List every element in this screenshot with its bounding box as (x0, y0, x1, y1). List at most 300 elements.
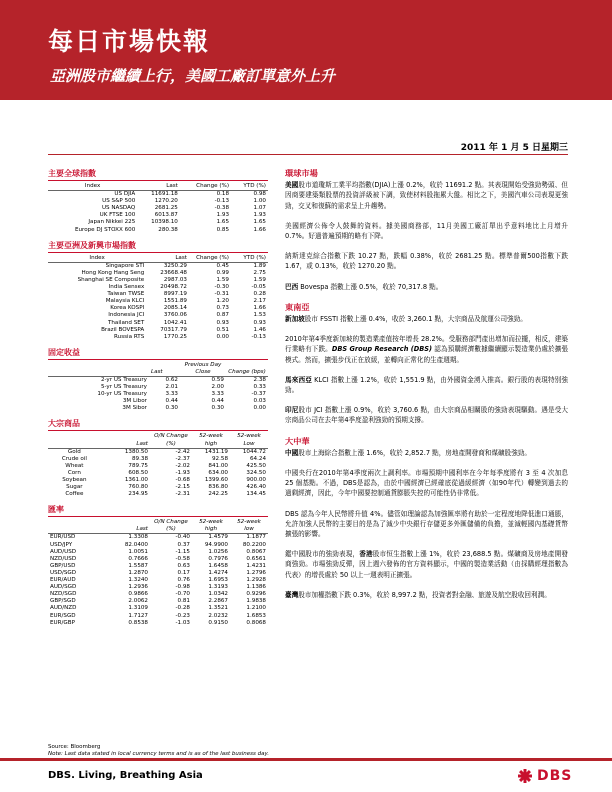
table-cell: 1.2928 (246, 577, 266, 584)
table-cell: 2987.03 (163, 276, 187, 283)
col-header: 52-week Low (230, 433, 268, 448)
table-row (48, 570, 268, 577)
table-cell: 0.6561 (246, 555, 266, 562)
table-row (48, 334, 268, 341)
table-cell: 1.2870 (128, 569, 148, 576)
paragraph (285, 590, 568, 600)
table-cell: 0.51 (216, 326, 229, 333)
table-cell: 280.38 (158, 226, 178, 233)
table-cell: 324.50 (246, 469, 266, 476)
col-header: Previous Day Close (180, 362, 226, 377)
table-cell: 64.24 (249, 455, 266, 462)
para-label: 香港 (359, 550, 373, 559)
row-label: Coffee (65, 491, 84, 498)
table-cell: 1.6853 (246, 612, 266, 619)
row-label: Singapore STI (105, 262, 145, 269)
table-cell: 841.00 (208, 462, 228, 469)
para-text: 股市道瓊斯工業平均指數(DJIA)上漲 0.2%，收於 11691.2 點。其表現開始受強勁勢頭、但因商要建築類股票的投資評級被下調，致使材料股拖累大盤。相比之下，美國汽車公司表現更強勁，交叉和復蘇的需求呈上升趨勢。 (285, 181, 568, 210)
table-cell: 8997.19 (163, 291, 187, 298)
note-line: Note: Last data stated in local currency terms and is as of the last business day. (48, 751, 270, 757)
table-cell: 1.3109 (128, 605, 148, 612)
fx-table (48, 519, 268, 626)
section-commodities: 大宗商品 (48, 418, 268, 431)
table-cell: 0.17 (177, 569, 190, 576)
table-cell: 1.93 (253, 212, 266, 219)
table-cell: 1042.41 (163, 319, 187, 326)
section-fx: 匯率 (48, 504, 268, 517)
table-cell: -1.15 (175, 548, 190, 555)
row-label: Malaysia KLCI (105, 298, 145, 305)
paragraph (285, 468, 568, 499)
section-global: 主要全球指數 (48, 168, 268, 181)
para-text: DBS 認為今年人民幣將升值 4%。儘管如理論認為加強匯率將有助於一定程度地降低進口通脹，允許加強人民幣的主要目的是為了減少中央銀行存儲更多外匯儲備的負擔，並減輕國內基礎貨幣擴張的影響。 (285, 509, 568, 539)
table-cell: 2.75 (253, 269, 266, 276)
table-cell: 0.8538 (128, 619, 148, 626)
table-cell: 1431.19 (204, 448, 228, 455)
table-cell: 0.30 (211, 405, 224, 412)
row-label: India Sensex (108, 284, 145, 291)
para-text: Bovespa 指數上漲 0.5%，收於 70,317.8 點。 (298, 282, 443, 291)
table-cell: 426.40 (246, 484, 266, 491)
row-label: 3M Libor (122, 398, 147, 405)
paragraph (285, 314, 568, 324)
table-cell: 0.93 (216, 319, 229, 326)
table-row (48, 577, 268, 584)
table-cell: 20498.72 (160, 284, 187, 291)
commodities-table (48, 433, 268, 498)
table-cell: 0.00 (253, 405, 266, 412)
col-header: Change (bps) (226, 362, 268, 377)
para-label: 中國 (285, 448, 299, 457)
table-cell: 0.73 (216, 305, 229, 312)
table-cell: 80.2200 (242, 541, 266, 548)
table-cell: 134.45 (246, 491, 266, 498)
table-row (48, 613, 268, 620)
para-label: 巴西 (285, 282, 299, 291)
row-label: Gold (67, 448, 81, 455)
row-label: Shanghai SE Composite (77, 276, 145, 283)
table-cell: 242.25 (208, 491, 228, 498)
row-label: NZD/USD (50, 555, 77, 562)
table-row (48, 205, 268, 212)
para-label: 美國 (285, 181, 299, 190)
table-cell: 1361.00 (124, 477, 148, 483)
table-cell: 0.81 (177, 598, 190, 605)
col-header: Change (%) (180, 183, 231, 191)
page-subtitle: 亞洲股市繼續上行，美國工廠訂單意外上升 (50, 67, 336, 85)
table-cell: 0.28 (253, 291, 266, 298)
para-label: 臺灣 (285, 590, 299, 599)
table-cell: -0.28 (175, 605, 190, 612)
table-cell: 1.59 (253, 276, 266, 283)
table-cell: 0.33 (253, 384, 266, 391)
table-row (48, 320, 268, 327)
row-label: US DJIA (114, 191, 136, 198)
col-header: Index (48, 255, 146, 263)
table-cell: 6013.87 (154, 212, 178, 219)
row-label: Indonesia JCI (108, 312, 145, 319)
section-global-markets: 環球市場 (285, 168, 318, 178)
table-cell: 0.9296 (246, 591, 266, 598)
para-text: 納斯達克綜合指數下跌 10.27 點，跌幅 0.38%，收於 2681.25 點。標準普爾500指數下跌 1.67，或 0.13%，收於 1270.20 點。 (285, 252, 568, 271)
row-label: NZD/SGD (50, 591, 77, 598)
para-label: 馬來西亞 (285, 375, 312, 384)
table-cell: 3.33 (165, 391, 178, 398)
table-row (48, 277, 268, 284)
table-cell: 0.00 (216, 333, 229, 340)
table-cell: 789.75 (128, 462, 148, 469)
para-text: KLCI 指數上漲 1.2%，收於 1,551.9 點，由外國資金湧入推高。銀行股的表現特別強勁。 (285, 375, 568, 395)
table-cell: 900.00 (246, 477, 266, 483)
footer-tagline: DBS. Living, Breathing Asia (48, 770, 203, 781)
row-label: USD/SGD (50, 569, 77, 576)
table-cell: -0.13 (251, 333, 266, 340)
col-header: O/N Change (%) (150, 519, 192, 534)
row-label: GBP/USD (50, 562, 76, 569)
dbs-logo-text: DBS (537, 768, 573, 784)
row-label: Japan Nikkei 225 (88, 219, 136, 226)
table-row (48, 584, 268, 591)
table-cell: 1.66 (253, 226, 266, 233)
col-header: 52-week high (192, 519, 230, 534)
table-cell: 1.0051 (128, 548, 148, 555)
table-cell: -2.15 (175, 484, 190, 491)
table-cell: 1.89 (253, 262, 266, 269)
row-label: US NASDAQ (101, 205, 136, 212)
fixed-income-table (48, 362, 268, 413)
para-text: 鑑中國股市的強勁表現， (285, 550, 360, 559)
table-row (48, 484, 268, 491)
row-label: Hong Kong Hang Seng (81, 269, 145, 276)
paragraph (285, 282, 568, 292)
table-cell: 1.6953 (208, 577, 228, 584)
paragraph (285, 221, 568, 241)
table-cell: 234.95 (128, 491, 148, 498)
table-cell: 1.4231 (246, 562, 266, 569)
row-label: 2-yr US Treasury (100, 376, 147, 383)
row-label: Brazil BOVESPA (101, 326, 145, 333)
col-header: YTD (%) (231, 255, 268, 263)
table-row (48, 398, 268, 405)
row-label: Corn (67, 469, 81, 476)
table-cell: 1.0256 (208, 548, 228, 555)
table-row (48, 219, 268, 226)
row-label: 5-yr US Treasury (100, 384, 147, 391)
table-cell: 0.7976 (208, 555, 228, 562)
row-label: Thailand SET (107, 319, 145, 326)
paragraph (285, 180, 568, 211)
table-cell: 3.33 (211, 391, 224, 398)
table-cell: -0.31 (214, 291, 229, 298)
table-cell: 2.17 (253, 298, 266, 305)
table-cell: 1.46 (253, 326, 266, 333)
table-cell: 0.44 (211, 398, 224, 405)
footer-rule (0, 758, 612, 761)
table-cell: 1.53 (253, 312, 266, 319)
para-text: 股市加權指數下跌 0.3%，收於 8,997.2 點，投資者對金融、旅遊及航空股收回利潤。 (298, 590, 551, 599)
para-text: 股市恒生指數上漲 1%，收於 23,688.5 點。煤礦商及房地產開發商強勁。市場強勁反彈，因上週六發佈的官方資料顯示，中國的製造業活動（由採購經理指數為代表）的增長處於 50 以上一週表明正擴張。 (285, 550, 568, 579)
table-cell: 1.2796 (246, 569, 266, 576)
col-header: Last (101, 433, 150, 448)
page-title: 每日市場快報 (48, 27, 211, 56)
table-row (48, 270, 268, 277)
table-row (48, 198, 268, 205)
table-row (48, 384, 268, 391)
table-cell: -1.03 (175, 619, 190, 626)
report-date: 2011 年 1 月 5 日星期三 (460, 143, 568, 153)
table-row (48, 477, 268, 484)
table-cell: 1380.50 (124, 448, 148, 455)
table-cell: 11691.18 (151, 191, 178, 198)
table-cell: -0.98 (175, 584, 190, 591)
table-cell: 23668.48 (160, 269, 187, 276)
table-cell: 3760.06 (163, 312, 187, 319)
table-row (48, 563, 268, 570)
col-header: O/N Change (%) (150, 433, 192, 448)
table-cell: 1.1386 (246, 584, 266, 591)
table-row (48, 591, 268, 598)
row-label: Wheat (65, 462, 84, 469)
table-cell: -0.37 (251, 391, 266, 398)
row-label: US S&P 500 (102, 198, 136, 205)
table-cell: -0.13 (214, 198, 230, 205)
paragraph (285, 448, 568, 458)
table-cell: 1.2100 (246, 605, 266, 612)
table-cell: 82.0400 (124, 541, 148, 548)
table-cell: -0.05 (251, 284, 266, 291)
table-row (48, 212, 268, 219)
table-cell: 2.01 (165, 384, 178, 391)
table-cell: -0.70 (175, 591, 190, 598)
table-row (48, 191, 268, 199)
source-line: Source: Bloomberg (48, 744, 101, 750)
table-cell: 2.2867 (208, 598, 228, 605)
table-cell: 1.00 (253, 198, 266, 205)
table-cell: -0.58 (175, 555, 190, 562)
table-cell: 92.58 (211, 455, 228, 462)
col-header: 52-week high (192, 433, 230, 448)
para-text: 股市 JCI 指數上漲 0.9%，收於 3,760.6 點，由大宗商品相關股的強勁表現驅動。遇是受大宗商品公司在去年第4季度盈利強勁的預期支撐。 (285, 406, 568, 425)
table-cell: 0.44 (165, 398, 178, 405)
table-cell: 0.85 (216, 226, 230, 233)
paragraph (285, 251, 568, 271)
dbs-star-icon (517, 769, 533, 783)
table-cell: 2.0232 (208, 612, 228, 619)
table-row (48, 463, 268, 470)
paragraph (285, 509, 568, 540)
para-text: 中國央行在2010年第4季度兩次上調利率。市場預期中國利率在今年每季度將有 3 至 4 次加息 25 個基點。不過，DBS是認為，由於中國經濟已經確底從過緩經濟（如90年代）轉變到過去的過剩經濟，因此，今年中國要控制通貨膨脹失控的可能性仍非常低。 (285, 469, 568, 498)
table-row (48, 291, 268, 298)
row-label: Russia RTS (114, 333, 145, 340)
source-note (48, 744, 348, 758)
table-cell: 1.7127 (128, 612, 148, 619)
col-header: Last (146, 255, 189, 263)
row-label: Taiwan TWSE (107, 291, 145, 298)
para-text: 股市上海綜合指數上漲 1.6%，收於 2,852.7 點，房地產開發商和煤礦股強勁。 (298, 448, 532, 457)
table-cell: 1.3240 (128, 577, 148, 584)
row-label: Sugar (66, 484, 83, 491)
table-cell: 1.9838 (246, 598, 266, 605)
table-cell: 0.9866 (128, 591, 148, 598)
table-cell: 760.80 (128, 484, 148, 491)
global-index-table (48, 183, 268, 234)
table-row (48, 284, 268, 291)
market-tables (48, 168, 268, 627)
table-cell: 2681.25 (154, 205, 178, 212)
table-cell: -2.37 (175, 455, 190, 462)
para-text: 認為預購經濟數據繼續顯示製造業仍處於擴張模式。然而，擴張步伐正在放緩，並轉向正常化的生產週期。 (285, 345, 568, 364)
col-header: Index (48, 183, 137, 191)
section-asia: 主要亞洲及新興市場指數 (48, 240, 268, 253)
table-cell: 0.63 (177, 562, 190, 569)
row-label: EUR/SGD (50, 612, 76, 619)
table-cell: 0.93 (253, 319, 266, 326)
table-row (48, 391, 268, 398)
table-cell: -0.68 (175, 477, 190, 483)
row-label: 3M Sibor (122, 405, 147, 412)
row-label: Korea KOSPI (110, 305, 145, 312)
table-cell: -0.40 (175, 534, 190, 541)
table-cell: 1.65 (253, 219, 266, 226)
row-label: USD/JPY (50, 541, 73, 548)
para-text: 美國經濟公佈令人鼓舞的資料。據美國商務部，11月美國工廠訂單出乎意料地比上月增升 0.7%。好過普遍預期的略有下降。 (285, 221, 568, 241)
table-cell: -0.38 (214, 205, 230, 212)
table-cell: 1.3308 (128, 534, 148, 541)
asia-index-table (48, 255, 268, 341)
row-label: Soybean (62, 477, 87, 483)
col-header: 52-week low (230, 519, 268, 534)
table-cell: 0.45 (216, 262, 229, 269)
section-southeast-asia: 東南亞 (285, 301, 310, 312)
table-cell: 1044.72 (242, 448, 266, 455)
paragraph (285, 375, 568, 395)
col-header: Last (137, 183, 180, 191)
paragraph (285, 334, 568, 365)
table-cell: 836.80 (208, 484, 228, 491)
table-cell: 1.66 (253, 305, 266, 312)
row-label: AUD/NZD (50, 605, 77, 612)
table-row (48, 448, 268, 456)
table-cell: 0.8068 (246, 619, 266, 626)
table-cell: 0.59 (211, 376, 224, 383)
table-cell: 1.93 (216, 212, 230, 219)
table-cell: 0.9150 (208, 619, 228, 626)
table-cell: 1.0342 (208, 591, 228, 598)
table-row (48, 598, 268, 605)
table-cell: 0.30 (165, 405, 178, 412)
table-row (48, 605, 268, 612)
table-row (48, 491, 268, 498)
col-header (48, 519, 102, 534)
table-cell: 1.1877 (246, 534, 266, 541)
table-cell: 3250.29 (163, 262, 187, 269)
date-line (48, 140, 568, 155)
table-cell: 1.59 (216, 276, 229, 283)
row-label: UK FTSE 100 (99, 212, 136, 219)
table-cell: -2.42 (175, 448, 190, 455)
dbs-logo (517, 768, 572, 784)
row-label: EUR/AUD (50, 577, 76, 584)
table-cell: 1.20 (216, 298, 229, 305)
row-label: EUR/GBP (50, 619, 75, 626)
table-cell: 1551.89 (163, 298, 187, 305)
table-row (48, 542, 268, 549)
table-cell: 1.3193 (208, 584, 228, 591)
table-row (48, 262, 268, 270)
row-label: AUD/USD (50, 548, 77, 555)
table-cell: 0.7666 (128, 555, 148, 562)
header-banner (0, 0, 612, 100)
table-row (48, 376, 268, 384)
paragraph (285, 405, 568, 425)
table-cell: 10398.10 (151, 219, 178, 226)
table-cell: 1.07 (253, 205, 266, 212)
table-cell: 425.50 (246, 462, 266, 469)
para-text: 股市 FSSTI 指數上漲 0.4%，收於 3,260.1 點，大宗商品及航運公司強勁。 (304, 315, 527, 324)
table-cell: 0.62 (165, 376, 178, 383)
table-cell: 1.4579 (208, 534, 228, 541)
row-label: Crude oil (61, 455, 87, 462)
para-text: 2010年第4季度新加坡的製造業產值按年增長 28.2%。受服務部門產出增加而拉攏，相反，建築行業略有下跌。 (285, 335, 568, 354)
row-label: GBP/SGD (50, 598, 76, 605)
table-cell: 0.98 (253, 191, 266, 198)
table-cell: 0.37 (177, 541, 190, 548)
table-cell: 0.87 (216, 312, 229, 319)
table-cell: 1399.60 (204, 477, 228, 483)
table-cell: -2.02 (175, 462, 190, 469)
table-cell: 1.5587 (128, 562, 148, 569)
table-row (48, 327, 268, 334)
table-cell: 0.8067 (246, 548, 266, 555)
table-row (48, 312, 268, 319)
table-cell: 0.76 (177, 577, 190, 584)
table-cell: 1.6458 (208, 562, 228, 569)
row-label: Europe DJ STOXX 600 (74, 226, 136, 233)
table-cell: 2085.14 (163, 305, 187, 312)
col-header (48, 433, 101, 448)
footer (0, 758, 612, 792)
table-cell: 2.0062 (128, 598, 148, 605)
table-row (48, 549, 268, 556)
table-row (48, 534, 268, 542)
table-cell: 1.3521 (208, 605, 228, 612)
row-label: EUR/USD (50, 534, 76, 541)
table-cell: 634.00 (208, 469, 228, 476)
table-cell: 94.9900 (204, 541, 228, 548)
table-cell: 1.2936 (128, 584, 148, 591)
commentary (285, 168, 568, 610)
table-cell: 70317.79 (160, 326, 187, 333)
table-cell: 1.4274 (208, 569, 228, 576)
table-cell: 608.50 (128, 469, 148, 476)
para-label: 印尼 (285, 406, 299, 415)
table-cell: 1770.25 (163, 333, 187, 340)
row-label: AUD/SGD (50, 584, 77, 591)
table-row (48, 556, 268, 563)
table-row (48, 298, 268, 305)
col-header: Last (149, 362, 180, 377)
table-cell: 0.03 (253, 398, 266, 405)
table-cell: -0.30 (214, 284, 229, 291)
table-cell: -0.23 (175, 612, 190, 619)
paragraph (285, 549, 568, 580)
col-header: Change (%) (189, 255, 231, 263)
table-cell: 1.65 (216, 219, 230, 226)
para-emph: DBS Group Research (DBS) (331, 345, 433, 354)
table-cell: 0.18 (216, 191, 230, 198)
table-row (48, 227, 268, 234)
table-cell: 2.38 (253, 376, 266, 383)
